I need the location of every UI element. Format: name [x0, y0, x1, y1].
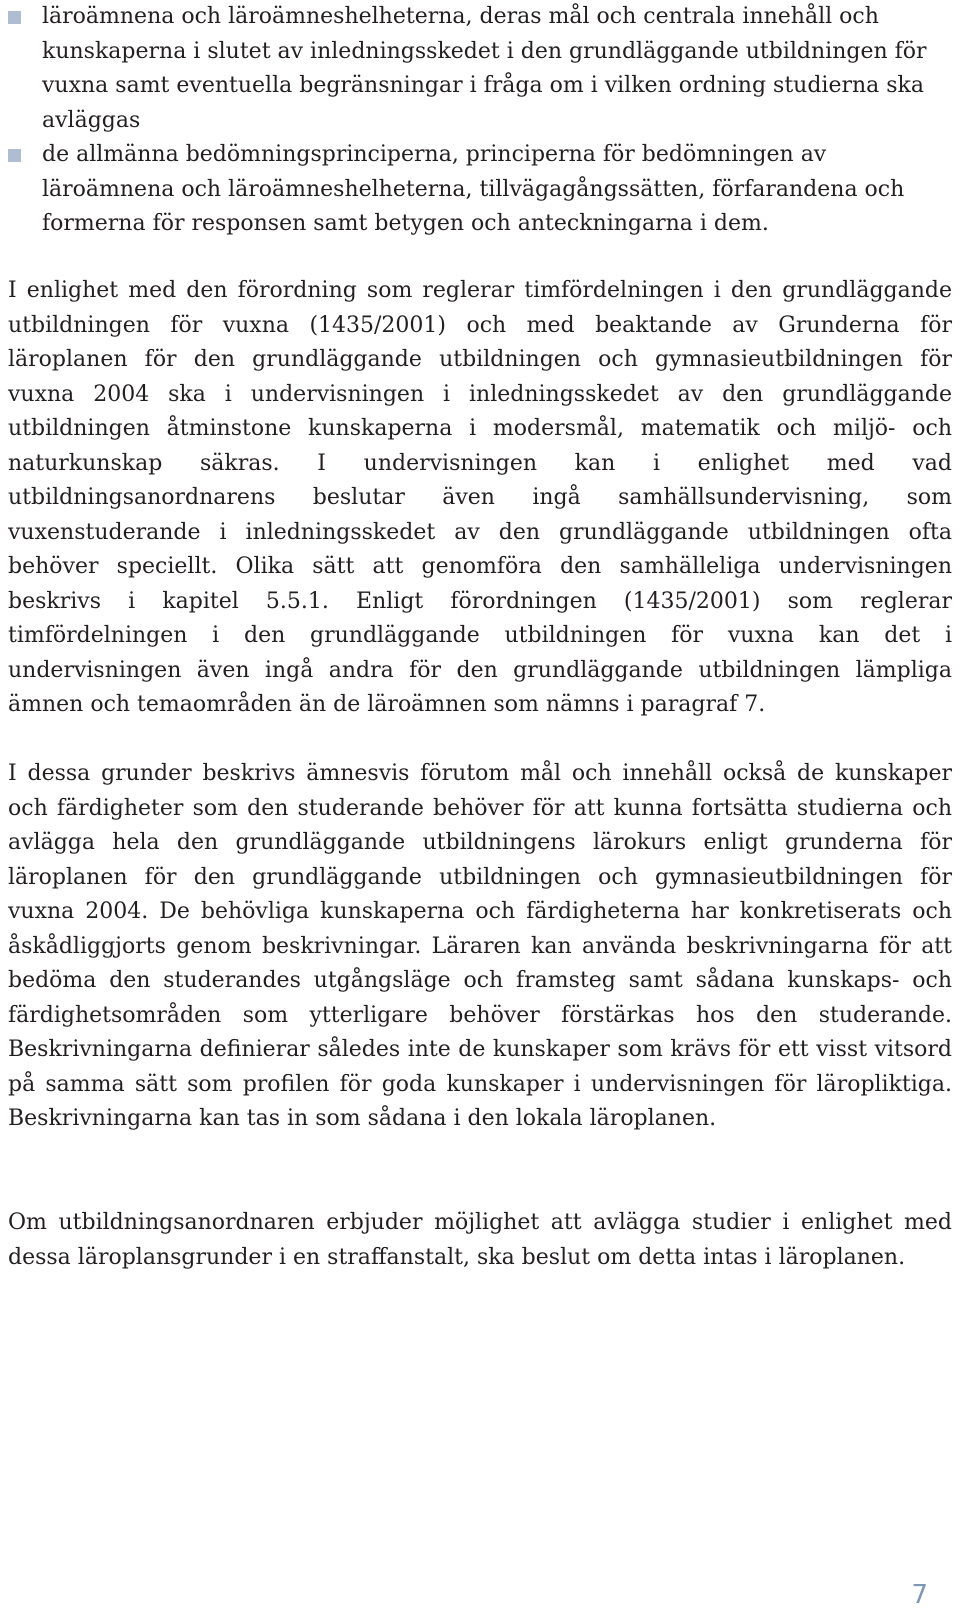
- square-bullet-icon: [8, 149, 21, 162]
- page-number: 7: [911, 1580, 928, 1610]
- body-paragraph: I dessa grunder beskrivs ämnesvis förutom mål och innehåll också de kunskaper och färdigheter som den studerande behöver för att kunna fortsätta studierna och avlägga hela den grundläggande utbildningens lärokurs enligt grunderna för läroplanen för den grundläggande utbildningen och gymnasieutbildningen för vuxna 2004. De behövliga kunskaperna och färdigheterna har konkretiserats och åskådliggjorts genom beskrivningar. Läraren kan använda beskrivningarna för att bedöma den studerandes utgångsläge och framsteg samt sådana kunskaps- och färdighetsområden som ytterligare behöver förstärkas hos den studerande. Beskrivningarna definierar således inte de kunskaper som krävs för ett visst vitsord på samma sätt som profilen för goda kunskaper i undervisningen för läropliktiga. Beskrivningarna kan tas in som sådana i den lokala läroplanen.: [8, 761, 952, 1131]
- body-paragraph: Om utbildningsanordnaren erbjuder möjlighet att avlägga studier i enlighet med dessa läroplansgrunder i en straffanstalt, ska beslut om detta intas i läroplanen.: [8, 1210, 952, 1270]
- bullet-text: läroämnena och läroämneshelheterna, deras mål och centrala innehåll och kunskaperna i slutet av inledningsskedet i den grundläggande utbildningen för vuxna samt eventuella begränsningar i fråga om i vilken ordning studierna ska avläggas: [42, 4, 927, 133]
- body-paragraph: I enlighet med den förordning som reglerar timfördelningen i den grundläggande utbildningen för vuxna (1435/2001) och med beaktande av Grunderna för läroplanen för den grundläggande utbildningen och gymnasieutbildningen för vuxna 2004 ska i undervisningen i inledningsskedet av den grundläggande utbildningen åtminstone kunskaperna i modersmål, matematik och miljö- och naturkunskap säkras. I undervisningen kan i enlighet med vad utbildningsanordnarens beslutar även ingå samhällsundervisning, som vuxenstuderande i inledningsskedet av den grundläggande utbildningen ofta behöver speciellt. Olika sätt att genomföra den samhälleliga undervisningen beskrivs i kapitel 5.5.1. Enligt förordningen (1435/2001) som reglerar timfördelningen i den grundläggande utbildningen för vuxna kan det i undervisningen även ingå andra för den grundläggande utbildningen lämpliga ämnen och temaområden än de läroämnen som nämns i paragraf 7.: [8, 278, 952, 717]
- list-item: [8, 138, 952, 242]
- square-bullet-icon: [8, 11, 21, 24]
- bullet-list: [8, 0, 952, 242]
- bullet-text: de allmänna bedömningsprinciperna, principerna för bedömningen av läroämnena och läroämneshelheterna, tillvägagångssätten, förfarandena och formerna för responsen samt betygen och anteckningarna i dem.: [42, 142, 905, 236]
- list-item: [8, 0, 952, 138]
